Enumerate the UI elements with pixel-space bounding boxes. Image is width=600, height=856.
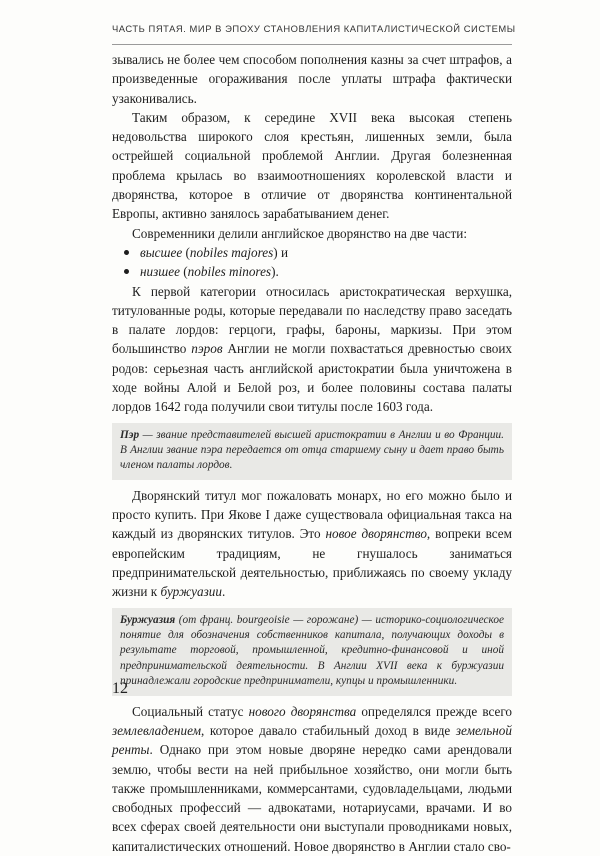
definition-text: — звание представителей высшей аристократии в Англии и во Франции. В Англии звание пэра передается от отца старшему сыну и дает право быть членом палаты лордов. bbox=[120, 428, 504, 472]
paragraph-3: Современники делили английское дворянство на две части: bbox=[132, 225, 468, 241]
list-term: высшее bbox=[140, 244, 183, 260]
definition-term: Буржуазия bbox=[120, 613, 176, 626]
list-latin: nobiles minores bbox=[187, 264, 272, 280]
definition-box-bourgeoisie bbox=[112, 608, 512, 696]
list-item: низшее (nobiles minores). bbox=[112, 262, 512, 281]
body-text bbox=[112, 50, 512, 856]
definition-text: (от франц. bourgeoisie — горожане) — историко-социологическое понятие для обозначения собственников капитала, получающих доходы в результате торговой, промышленной, кредитно-финансовой и иной предпринимательской деятельности. В Англии XVII века к буржуазии принадлежали городские предприниматели, купцы и промышленники. bbox=[120, 613, 505, 688]
paragraph-2: Таким образом, к середине XVII века высокая степень недовольства широкого слоя крестьян, лишенных земли, была острейшей социальной проблемой Англии. Другая болезненная проблема крылась во взаимоотношениях королевской власти и дворянства, которое в отличие от дворянства континентальной Европы, активно занялось зарабатыванием денег. bbox=[112, 109, 512, 222]
paragraph-1: зывались не более чем способом пополнения казны за счет штрафов, а произведенные огораживания после уплаты штрафа фактически узаконивались. bbox=[112, 52, 512, 106]
emphasis-new-nobility: нового дворянства bbox=[248, 703, 357, 719]
emphasis-new-nobility: новое дворянство bbox=[325, 526, 427, 542]
nobility-list bbox=[112, 243, 512, 282]
running-header: ЧАСТЬ ПЯТАЯ. МИР В ЭПОХУ СТАНОВЛЕНИЯ КАПИТАЛИСТИЧЕСКОЙ СИСТЕМЫ bbox=[112, 23, 516, 34]
list-rest: ) и bbox=[273, 244, 289, 260]
list-latin: nobiles majores bbox=[189, 244, 274, 260]
paragraph-4: К первой категории относилась аристократическая верхушка, титулованные роды, которые передавали по наследству право заседать в палате лордов: герцоги, графы, бароны, маркизы. При этом большинство пэров Англии не могли похвастаться древностью своих родов: серьезная часть английской аристократии была уничтожена в ходе войны Алой и Белой роз, и более половины состава палаты лордов 1642 года получили свои титулы после 1603 года. bbox=[112, 283, 513, 415]
bullet-icon bbox=[124, 269, 129, 274]
definition-box-peer bbox=[112, 423, 512, 480]
page-number: 12 bbox=[112, 680, 128, 697]
list-rest: ). bbox=[271, 264, 279, 280]
definition-term: Пэр bbox=[120, 428, 140, 441]
paragraph-6: Социальный статус нового дворянства определялся прежде всего землевладением, которое давало стабильный доход в виде земельной ренты. Однако при этом новые дворяне нередко сами арендовали землю, чтобы вести на ней прибыльное хозяйство, они могли быть также промышленниками, коммерсантами, судовладельцами, людьми свободных профессий — адвокатами, нотариусами, врачами. И во всех сферах своей деятельности они выступали проводниками новых, капиталистических отношений. Новое дворянство в Англии стало сво- bbox=[112, 703, 513, 854]
emphasis-bourgeoisie: буржуазии bbox=[160, 584, 222, 600]
list-term: низшее bbox=[140, 264, 180, 280]
list-item: высшее (nobiles majores) и bbox=[112, 243, 512, 262]
emphasis-land-rent: земельной ренты bbox=[112, 722, 512, 758]
bullet-icon bbox=[124, 250, 129, 255]
header-rule bbox=[112, 44, 512, 45]
paragraph-5: Дворянский титул мог пожаловать монарх, но его можно было и просто купить. При Якове I даже существовала официальная такса на каждый из дворянских титулов. Это новое дворянство, вопреки всем европейским традициям, не гнушалось заниматься предпринимательской деятельностью, приближаясь по своему укладу жизни к буржуазии. bbox=[112, 487, 513, 600]
emphasis-land-ownership: землевладением bbox=[112, 722, 202, 738]
emphasis-peers: пэров bbox=[191, 341, 223, 357]
